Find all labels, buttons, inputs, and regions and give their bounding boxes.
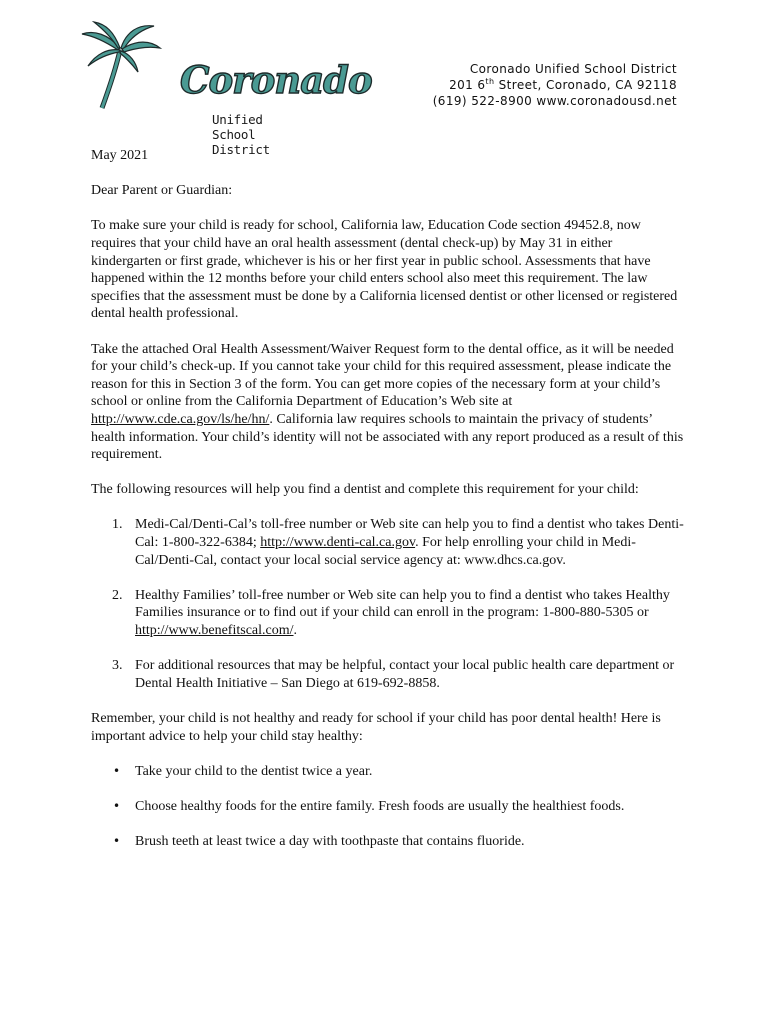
resource-item-1: 1. Medi-Cal/Denti-Cal’s toll-free number or Web site can help you to find a dentist who takes Denti-Cal: 1-800-322-6384; http://www.denti-cal.ca.gov. For help enrolling your child in Medi-Cal/Denti-Cal, contact your local social service agency at: www.dhcs.ca.gov. <box>112 517 684 568</box>
paragraph-requirement: To make sure your child is ready for school, California law, Education Code section 49452.8, now requires that your child have an oral health assessment (dental check-up) by May 31 in either kindergarten or first grade, whichever is his or her first year in public school. Assessments that have happened within the 12 months before your child enters school also meet this requirement. The law specifies that the assessment must be done by a California licensed dentist or other licensed or registered dental health professional. <box>91 218 678 322</box>
bullet-icon: • <box>113 798 121 813</box>
district-name: Coronado Unified School District <box>469 62 677 76</box>
logo-subtitle: Unified School District <box>212 112 270 157</box>
resource-item-3: 3. For additional resources that may be helpful, contact your local public health care department or Dental Health Initiative – San Diego at 619-692-8858. <box>112 658 675 691</box>
bullet-icon: • <box>113 834 121 849</box>
letter-body <box>91 147 686 868</box>
paragraph-resources-intro: The following resources will help you find a dentist and complete this requirement for your child: <box>91 482 639 498</box>
paragraph-advice-intro: Remember, your child is not healthy and ready for school if your child has poor dental health! Here is important advice to help your child stay healthy: <box>91 711 661 744</box>
bullet-icon: • <box>113 763 121 778</box>
tip-item: • Choose healthy foods for the entire family. Fresh foods are usually the healthiest foods. <box>113 798 625 814</box>
benefitscal-link[interactable]: http://www.benefitscal.com/ <box>135 623 294 639</box>
tips-list <box>91 763 686 851</box>
district-address-block <box>433 61 677 109</box>
tip-item: • Brush teeth at least twice a day with toothpaste that contains fluoride. <box>113 834 525 850</box>
district-contact: (619) 522-8900 www.coronadousd.net <box>432 94 677 108</box>
denti-cal-link[interactable]: http://www.denti-cal.ca.gov <box>260 535 416 551</box>
paragraph-form-instructions: Take the attached Oral Health Assessment/Waiver Request form to the dental office, as it will be needed for your child’s check-up. If you cannot take your child for this required assessment, please indicate the reason for this in Section 3 of the form. You can get more copies of the necessary form at your child’s school or online from the California Department of Education’s Web site at http://www.cde.ca.gov/ls/he/hn/. California law requires schools to maintain the privacy of students’ health information. Your child’s identity will not be associated with any report produced as a result of this requirement. <box>91 341 684 463</box>
letter-salutation: Dear Parent or Guardian: <box>91 183 233 199</box>
resource-item-2: 2. Healthy Families’ toll-free number or Web site can help you to find a dentist who takes Healthy Families insurance or to find out if your child can enroll in the program: 1-800-880-5305 or http://www.benefitscal.com/. <box>112 587 670 639</box>
cde-link[interactable]: http://www.cde.ca.gov/ls/he/hn/ <box>91 411 270 427</box>
logo-wordmark: Coronado <box>180 58 372 102</box>
tip-item: • Take your child to the dentist twice a year. <box>113 763 373 779</box>
district-street: 201 6th Street, Coronado, CA 92118 <box>449 77 677 92</box>
resources-list <box>91 516 686 692</box>
letter-date: May 2021 <box>91 148 149 163</box>
